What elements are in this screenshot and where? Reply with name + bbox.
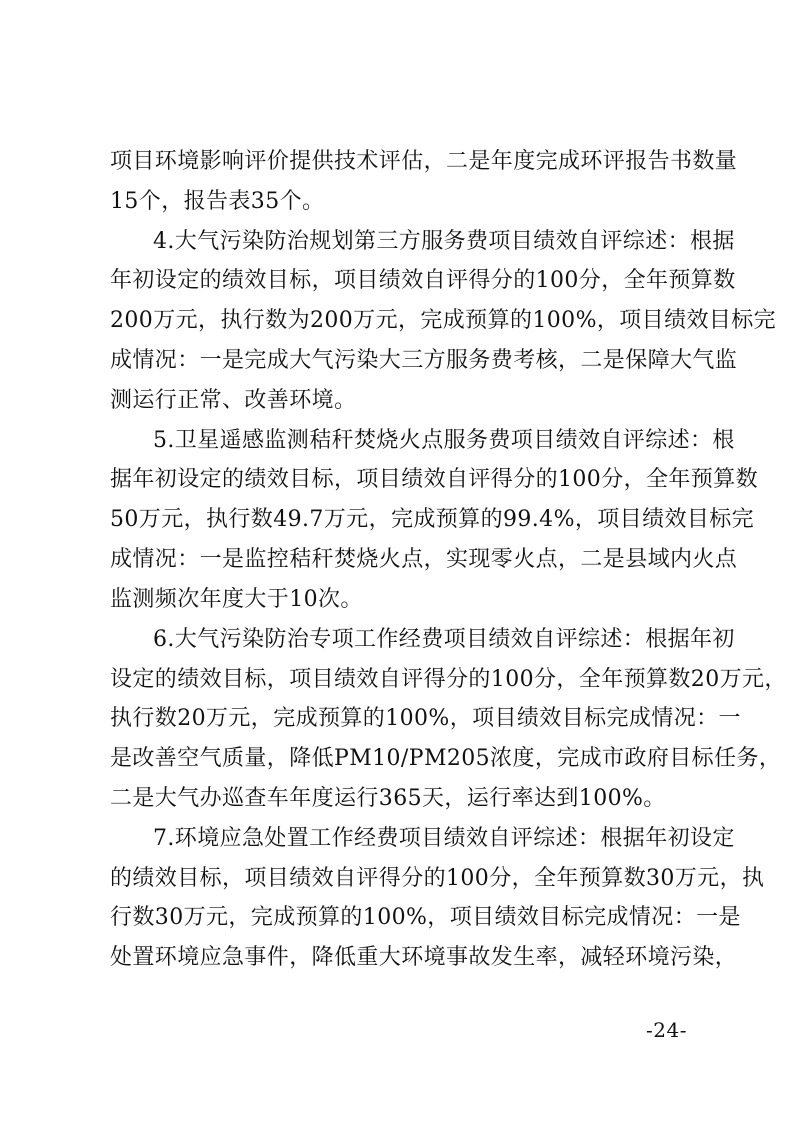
text-line: 年初设定的绩效目标，项目绩效自评得分的100分，全年预算数 [110, 268, 736, 293]
text-line: 200万元，执行数为200万元，完成预算的100%，项目绩效目标完 [110, 308, 777, 333]
text-line: 监测频次年度大于10次。 [110, 587, 363, 612]
text-line: 行数30万元，完成预算的100%，项目绩效目标完成情况：一是 [110, 905, 741, 930]
text-line: 15个，报告表35个。 [110, 189, 325, 214]
text-line: 的绩效目标，项目绩效自评得分的100分，全年预算数30万元，执 [110, 866, 765, 891]
text-line: 7.环境应急处置工作经费项目绩效自评综述：根据年初设定 [153, 826, 735, 851]
text-line: 项目环境影响评价提供技术评估，二是年度完成环评报告书数量 [110, 149, 738, 174]
text-line: 是改善空气质量，降低PM10/PM205浓度，完成市政府目标任务， [110, 746, 782, 771]
text-line: 测运行正常、改善环境。 [110, 388, 357, 413]
text-line: 4.大气污染防治规划第三方服务费项目绩效自评综述：根据 [153, 229, 735, 254]
text-line: 成情况：一是完成大气污染大三方服务费考核，二是保障大气监 [110, 348, 738, 373]
text-line: 成情况：一是监控秸秆焚烧火点，实现零火点，二是县域内火点 [110, 547, 738, 572]
text-line: 二是大气办巡查车年度运行365天，运行率达到100%。 [110, 786, 666, 811]
text-line: 执行数20万元，完成预算的100%，项目绩效目标完成情况：一 [110, 706, 741, 731]
text-line: 据年初设定的绩效目标，项目绩效自评得分的100分，全年预算数 [110, 467, 758, 492]
text-line: 50万元，执行数49.7万元，完成预算的99.4%，项目绩效目标完 [110, 507, 755, 532]
text-line: 处置环境应急事件，降低重大环境事故发生率，减轻环境污染， [110, 945, 738, 970]
text-line: 6.大气污染防治专项工作经费项目绩效自评综述：根据年初 [153, 627, 735, 652]
text-line: 设定的绩效目标，项目绩效自评得分的100分，全年预算数20万元， [110, 667, 787, 692]
page-number: -24- [646, 1018, 687, 1042]
text-line: 5.卫星遥感监测秸秆焚烧火点服务费项目绩效自评综述：根 [153, 428, 735, 453]
